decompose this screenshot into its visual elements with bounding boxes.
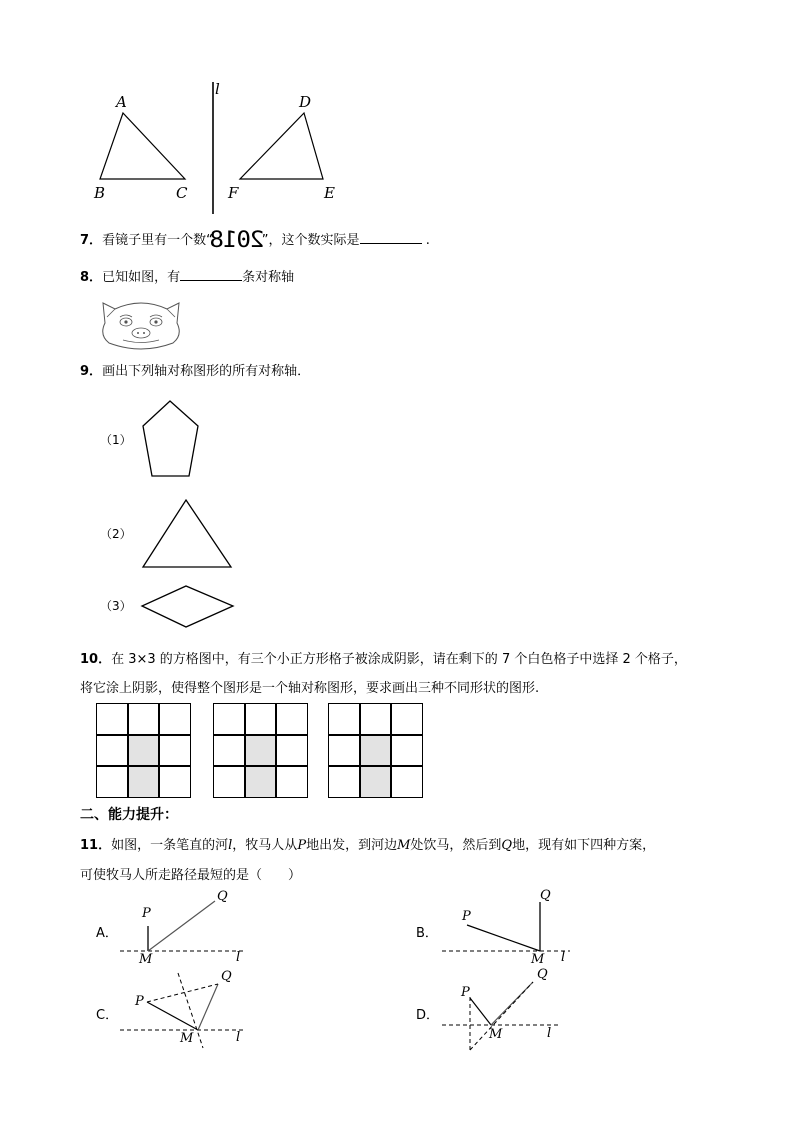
rhombus-shape [140,584,236,630]
shaded-cell [245,735,277,767]
question-text: 画出下列轴对称图形的所有对称轴． [102,364,311,379]
mirror-number: 2018 [210,228,265,253]
point-p: P [142,906,151,921]
question-text-2: 可使牧马人所走路径最短的是（ ） [80,868,302,883]
question-8: 8．已知如图，有 条对称轴 [80,270,295,285]
shaded-cell [360,766,392,798]
section-heading: 二、能力提升： [80,807,178,823]
pentagon-shape [138,398,204,480]
vertex-b-label: B [94,184,106,202]
period: . [425,233,430,248]
text-seg: M [397,838,411,853]
question-text: 在 3×3 的方格图中，有三个小正方形格子被涂成阴影，请在剩下的 7 个白色格子中选择 2 个格子， [111,652,687,667]
question-number: 10 [80,652,99,667]
question-text-2: 将它涂上阴影，使得整个图形是一个轴对称图形，要求画出三种不同形状的图形. [80,681,540,696]
point-q: Q [217,889,228,904]
point-q: Q [537,967,548,982]
point-p: P [462,909,471,924]
option-b-diagram[interactable] [440,888,580,970]
text-seg: 处饮马，然后到 [410,838,502,853]
question-7: 7．看镜子里有一个数“2018”，这个数实际是 . [80,228,430,253]
text-seg: 地，现有如下四种方案， [512,838,656,853]
point-m: M [531,952,545,967]
option-c-label[interactable]: C． [96,1008,119,1023]
question-text: 看镜子里有一个数“ [102,233,213,248]
question-text-2: ”，这个数实际是 [261,233,360,248]
question-9: 9．画出下列轴对称图形的所有对称轴． [80,364,311,379]
pig-face-figure [93,295,189,353]
question-10: 10．在 3×3 的方格图中，有三个小正方形格子被涂成阴影，请在剩下的 7 个白色格子中选择 2 个格子， 将它涂上阴影，使得整个图形是一个轴对称图形，要求画出三种不同形状的图形. [80,652,687,696]
shaded-cell [360,735,392,767]
point-m: M [489,1027,503,1042]
text-seg: Q [501,838,513,853]
point-m: M [180,1031,194,1046]
vertex-c-label: C [176,184,188,202]
shaded-cell [245,766,277,798]
line-l: l [561,950,566,965]
triangle-abc [100,113,185,179]
vertex-f-label: F [228,184,239,202]
triangle-shape [140,497,236,571]
grid-2[interactable] [213,703,308,798]
point-q: Q [540,888,551,903]
answer-blank[interactable] [180,280,242,281]
shaded-cell [128,766,160,798]
shaded-cell [128,735,160,767]
text-seg: P [297,838,307,853]
question-text-2: 条对称轴 [242,270,295,285]
question-11: 11．如图，一条笔直的河l，牧马人从P地出发，到河边M处饮马，然后到Q地，现有如下四种方案， 可使牧马人所走路径最短的是（ ） [80,838,656,883]
text-seg: l [228,838,233,853]
question-number: 8 [80,270,90,285]
question-number: 9 [80,364,90,379]
shape-item-2-label: （2） [100,527,132,541]
line-l-label: l [215,80,220,98]
option-d-label[interactable]: D． [416,1008,440,1023]
question-number: 11 [80,838,99,853]
grid-3[interactable] [328,703,423,798]
line-l: l [236,1030,241,1045]
text-seg: ，牧马人从 [232,838,298,853]
point-p: P [461,985,470,1000]
line-l: l [236,950,241,965]
text-seg: 如图，一条笔直的河 [111,838,229,853]
vertex-e-label: E [324,184,335,202]
question-text: 已知如图，有 [102,270,181,285]
shape-item-3-label: （3） [100,599,132,613]
point-m: M [139,952,153,967]
vertex-d-label: D [299,93,312,111]
option-d-diagram[interactable] [440,970,580,1052]
question-number: 7 [80,233,90,248]
grid-1[interactable] [96,703,191,798]
point-q: Q [221,969,232,984]
answer-blank[interactable] [360,243,422,244]
text-seg: 地出发，到河边 [306,838,398,853]
option-b-label[interactable]: B． [416,926,438,941]
triangle-dfe [240,113,323,179]
option-a-label[interactable]: A． [96,926,118,941]
line-l: l [547,1026,552,1041]
vertex-a-label: A [116,93,127,111]
shape-item-1-label: （1） [100,433,132,447]
point-p: P [135,994,144,1009]
